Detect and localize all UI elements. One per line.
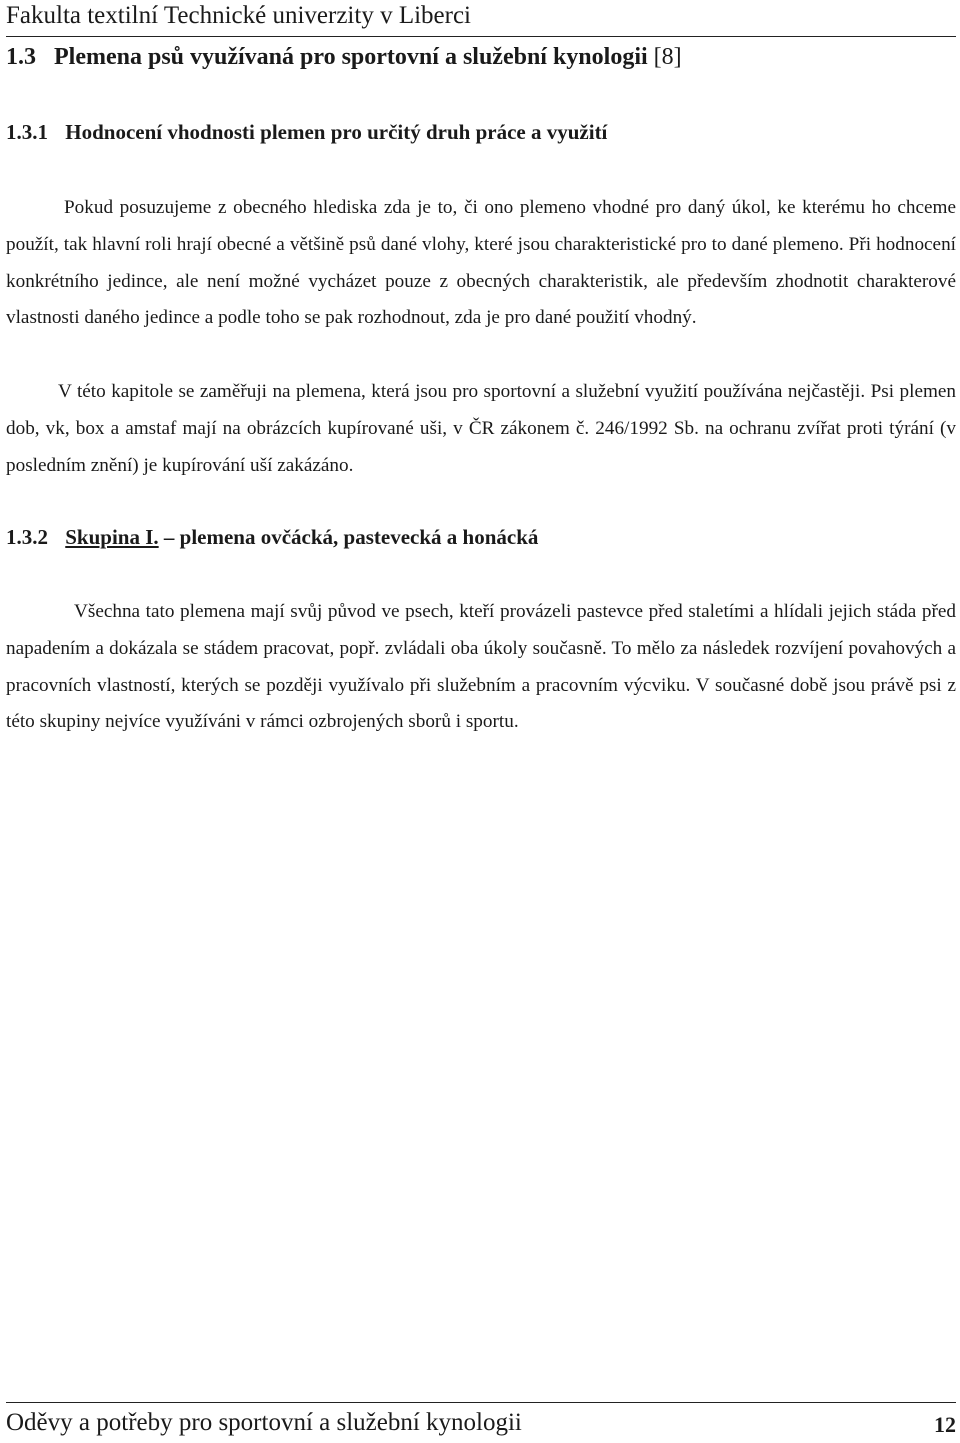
paragraph-2: V této kapitole se zaměřuji na plemena, která jsou pro sportovní a služební využití používána nejčastěji. Psi plemen dob, vk, box a amstaf mají na obrázcích kupírované uši, v ČR zákonem č. 246/1992 Sb. na ochranu zvířat proti týrání (v posledním znění) je kupírování uší zakázáno.: [6, 381, 956, 476]
subsection-heading-1: [6, 118, 607, 146]
footer-title: Oděvy a potřeby pro sportovní a služební kynologii: [6, 1409, 522, 1436]
subsection-number-2: 1.3.2: [6, 525, 48, 549]
page-header: [6, 0, 956, 37]
header-title: Fakulta textilní Technické univerzity v Liberci: [6, 2, 472, 29]
section-title: Plemena psů využívaná pro sportovní a služební kynologii: [54, 44, 648, 70]
subsection-number-1: 1.3.1: [6, 120, 48, 144]
paragraph-1: Pokud posuzujeme z obecného hlediska zda je to, či ono plemeno vhodné pro daný úkol, ke kterému ho chceme použít, tak hlavní roli hrají obecné a většině psů dané vlohy, které jsou charakteristické pro to dané plemeno. Při hodnocení konkrétního jedince, ale není možné vycházet pouze z obecných charakteristik, ale především zhodnotit charakterové vlastnosti daného jedince a podle toho se pak rozhodnout, zda je pro dané použití vhodný.: [6, 197, 956, 329]
subsection-title-1: Hodnocení vhodnosti plemen pro určitý druh práce a využití: [65, 120, 608, 144]
paragraph-3: Všechna tato plemena mají svůj původ ve psech, kteří provázeli pastevce před staletími a hlídali jejich stáda před napadením a dokázala se stádem pracovat, popř. zvládali oba úkoly současně. To mělo za následek rozvíjení povahových a pracovních vlastností, kterých se později využívalo při služebním a pracovním výcviku. V současné době jsou právě psi z této skupiny nejvíce využíváni v rámci ozbrojených sborů i sportu.: [6, 601, 956, 733]
section-reference: [8]: [653, 44, 682, 70]
page-number: 12: [934, 1412, 956, 1437]
subsection-title-2-prefix: Skupina I.: [65, 525, 159, 549]
section-heading: [6, 42, 682, 72]
section-number: 1.3: [6, 44, 36, 70]
subsection-title-2-suffix: – plemena ovčácká, pastevecká a honácká: [163, 525, 539, 549]
subsection-heading-2: [6, 523, 538, 551]
page-footer: [6, 1402, 956, 1443]
